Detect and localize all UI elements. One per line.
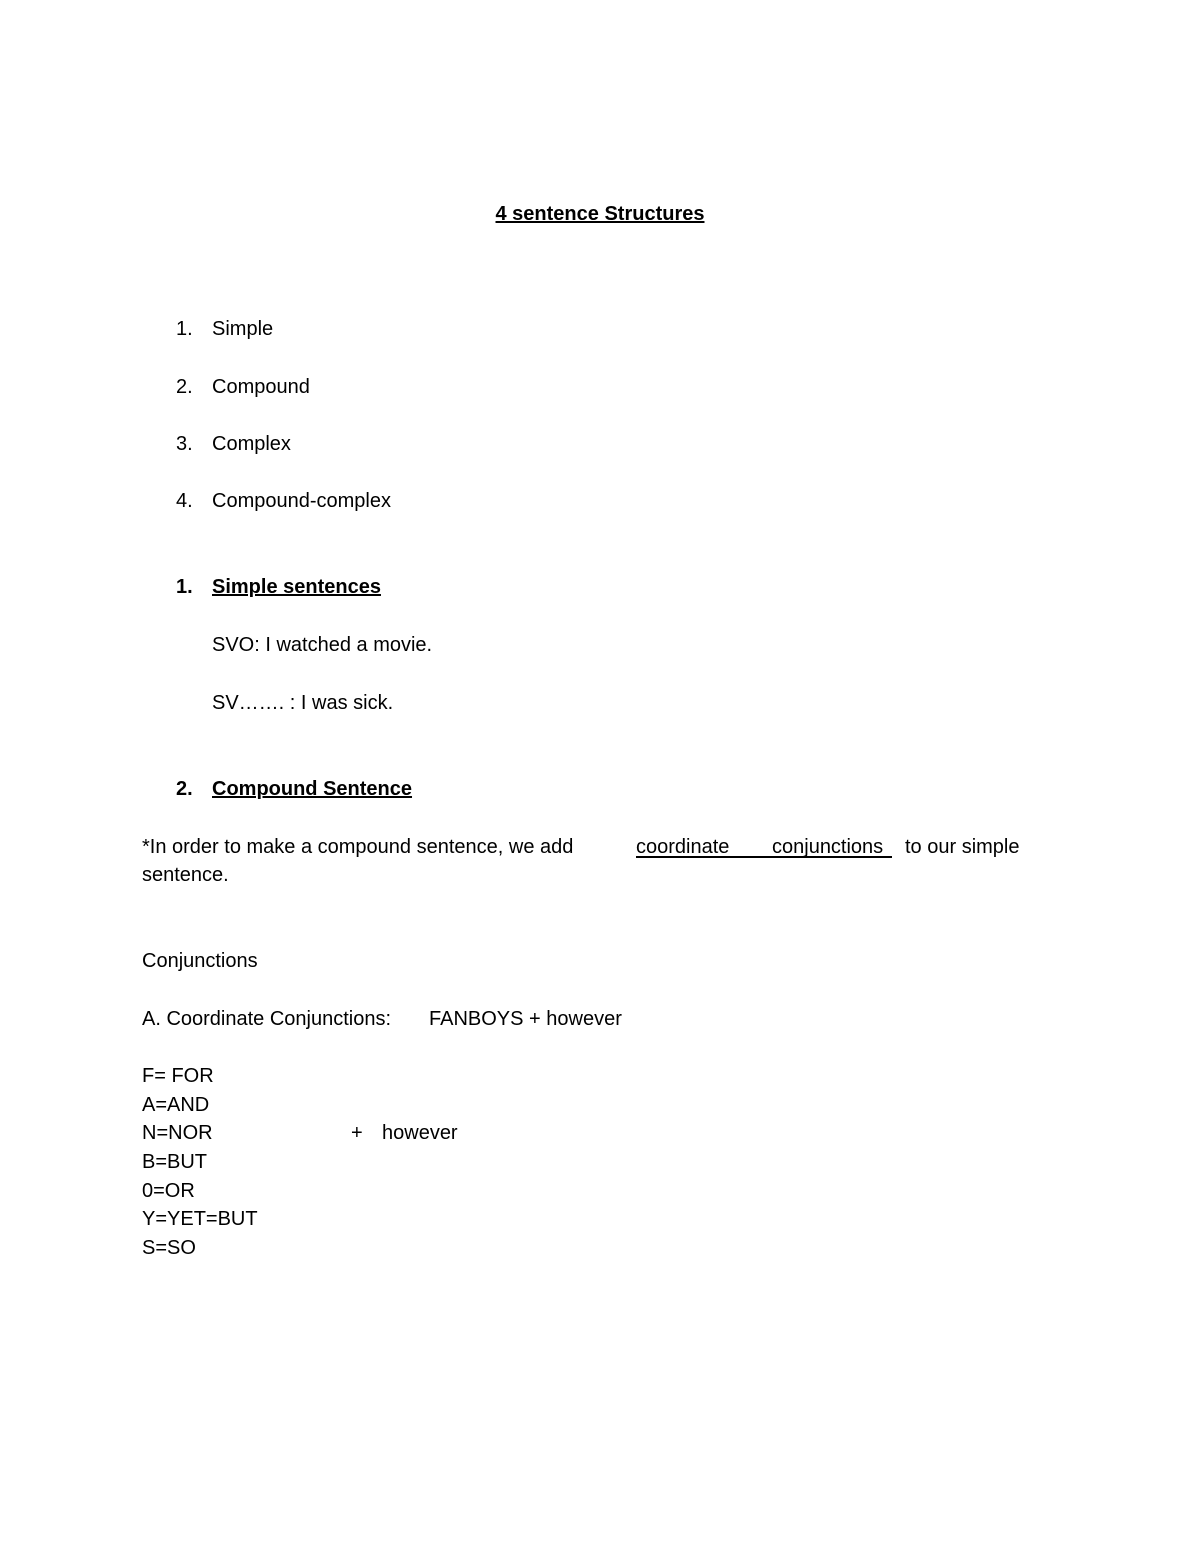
- section-number: 1.: [176, 576, 193, 598]
- fanboys-item: A=AND: [142, 1094, 210, 1116]
- coordinate-value: FANBOYS + however: [429, 1008, 622, 1030]
- blank-word-coordinate: coordinate: [636, 836, 730, 858]
- section-heading-compound: Compound Sentence: [212, 778, 413, 800]
- fanboys-item: F= FOR: [142, 1065, 214, 1087]
- list-item-simple: Simple: [212, 318, 274, 340]
- list-number: 1.: [176, 318, 193, 340]
- fanboys-item: S=SO: [142, 1237, 196, 1259]
- blank-word-conjunctions: conjunctions: [772, 836, 884, 858]
- compound-note-wrap: sentence.: [142, 864, 229, 886]
- compound-note-end: to our simple: [905, 836, 1020, 858]
- fanboys-item: 0=OR: [142, 1180, 195, 1202]
- list-item-compound-complex: Compound-complex: [212, 490, 391, 512]
- fanboys-item: B=BUT: [142, 1151, 208, 1173]
- plus-sign: +: [351, 1122, 363, 1144]
- section-heading-simple: Simple sentences: [212, 576, 381, 598]
- fanboys-item: N=NOR: [142, 1122, 213, 1144]
- page-title: 4 sentence Structures: [495, 203, 705, 225]
- example-sv: SV……. : I was sick.: [212, 692, 394, 714]
- compound-note-start: *In order to make a compound sentence, we add: [142, 836, 574, 858]
- fanboys-item: Y=YET=BUT: [142, 1208, 258, 1230]
- list-number: 2.: [176, 376, 193, 398]
- list-number: 3.: [176, 433, 193, 455]
- example-svo: SVO: I watched a movie.: [212, 634, 433, 656]
- list-item-compound: Compound: [212, 376, 310, 398]
- list-item-complex: Complex: [212, 433, 291, 455]
- however-word: however: [382, 1122, 458, 1144]
- section-number: 2.: [176, 778, 193, 800]
- coordinate-label: A. Coordinate Conjunctions:: [142, 1008, 392, 1030]
- conjunctions-heading: Conjunctions: [142, 950, 258, 972]
- list-number: 4.: [176, 490, 193, 512]
